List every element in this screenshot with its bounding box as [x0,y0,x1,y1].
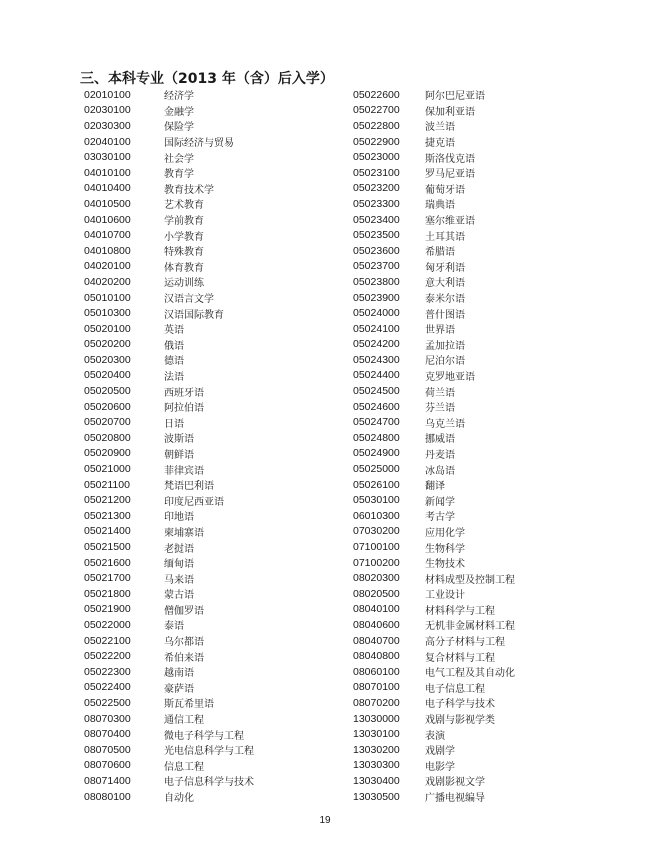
major-code: 05020900 [84,447,131,460]
major-row [353,430,515,446]
major-row [353,773,515,789]
major-name: 乌尔都语 [164,637,204,649]
major-name: 新闻学 [425,496,455,508]
major-code: 04010700 [84,229,131,242]
major-code: 13030500 [353,790,400,803]
major-row [353,196,515,212]
major-row [84,680,254,696]
major-name: 翻译 [425,481,445,493]
major-name: 电子信息科学与技术 [164,777,254,789]
major-row [84,181,254,197]
major-code: 08040600 [353,618,400,631]
major-name: 自动化 [164,793,194,805]
major-name: 斯瓦希里语 [164,699,214,711]
major-code: 05022400 [84,681,131,694]
major-name: 社会学 [164,153,194,165]
major-name: 蒙古语 [164,590,194,602]
major-name: 土耳其语 [425,231,465,243]
major-row [353,664,515,680]
major-code: 08070600 [84,759,131,772]
major-row [353,680,515,696]
major-name: 希伯来语 [164,652,204,664]
major-name: 应用化学 [425,527,465,539]
major-code: 05022200 [84,650,131,663]
major-row [84,118,254,134]
major-name: 金融学 [164,106,194,118]
major-row [353,602,515,618]
major-name: 芬兰语 [425,403,455,415]
major-row [353,695,515,711]
major-code: 05023500 [353,229,400,242]
major-code: 05022900 [353,135,400,148]
major-name: 电气工程及其自动化 [425,668,515,680]
major-row [84,196,254,212]
major-row [84,259,254,275]
major-code: 05024500 [353,385,400,398]
major-code: 04010400 [84,182,131,195]
major-name: 教育技术学 [164,184,214,196]
major-code: 05010300 [84,307,131,320]
major-code: 04010500 [84,197,131,210]
major-code: 05022500 [84,696,131,709]
major-name: 希腊语 [425,247,455,259]
major-row [353,461,515,477]
major-code: 08070200 [353,696,400,709]
major-name: 考古学 [425,512,455,524]
major-name: 戏剧学 [425,746,455,758]
major-code: 13030000 [353,712,400,725]
major-name: 孟加拉语 [425,340,465,352]
major-name: 西班牙语 [164,387,204,399]
major-row [84,461,254,477]
major-row [353,227,515,243]
major-code: 05020800 [84,431,131,444]
major-name: 瑞典语 [425,200,455,212]
major-code: 05022100 [84,634,131,647]
major-code: 05024900 [353,447,400,460]
major-row [84,570,254,586]
major-name: 印度尼西亚语 [164,496,224,508]
major-name: 保加利亚语 [425,106,475,118]
major-row [353,87,515,103]
major-code: 05020700 [84,416,131,429]
major-row [84,227,254,243]
major-code: 07100200 [353,556,400,569]
major-name: 尼泊尔语 [425,356,465,368]
major-name: 泰米尔语 [425,294,465,306]
major-name: 学前教育 [164,216,204,228]
major-name: 日语 [164,418,184,430]
major-row [353,508,515,524]
major-row [84,134,254,150]
major-row [353,352,515,368]
major-name: 阿尔巴尼亚语 [425,91,485,103]
major-code: 04020100 [84,260,131,273]
major-name: 汉语言文学 [164,294,214,306]
major-row [84,555,254,571]
major-name: 葡萄牙语 [425,184,465,196]
major-code: 08070500 [84,743,131,756]
major-name: 冰岛语 [425,465,455,477]
major-row [353,414,515,430]
major-name: 越南语 [164,668,194,680]
major-name: 乌克兰语 [425,418,465,430]
major-name: 材料成型及控制工程 [425,574,515,586]
major-name: 电子信息工程 [425,683,485,695]
major-row [353,290,515,306]
major-row [84,477,254,493]
major-row [353,181,515,197]
major-code: 05020600 [84,400,131,413]
major-code: 02030100 [84,104,131,117]
major-code: 05021100 [84,478,130,491]
major-name: 波斯语 [164,434,194,446]
major-code: 04010600 [84,213,131,226]
major-row [353,368,515,384]
major-name: 表演 [425,730,445,742]
major-row [84,758,254,774]
major-code: 05025000 [353,463,400,476]
major-code: 05023000 [353,151,400,164]
major-row [84,305,254,321]
major-name: 高分子材料与工程 [425,637,505,649]
major-row [84,368,254,384]
major-row [84,492,254,508]
major-name: 意大利语 [425,278,465,290]
major-row [353,446,515,462]
major-code: 05010100 [84,291,131,304]
major-code: 05022600 [353,88,400,101]
major-code: 04010100 [84,166,131,179]
major-code: 05024800 [353,431,400,444]
major-name: 教育学 [164,169,194,181]
major-row [84,321,254,337]
major-name: 电影学 [425,761,455,773]
major-row [353,305,515,321]
major-code: 04010800 [84,244,131,257]
major-code: 05024600 [353,400,400,413]
major-code: 08071400 [84,774,131,787]
left-column [84,87,254,804]
major-name: 工业设计 [425,590,465,602]
right-column [353,87,515,804]
major-code: 08020300 [353,572,400,585]
major-name: 泰语 [164,621,184,633]
major-name: 通信工程 [164,715,204,727]
major-row [353,758,515,774]
major-row [353,648,515,664]
major-row [353,492,515,508]
major-code: 08060100 [353,665,400,678]
major-name: 普什图语 [425,309,465,321]
major-name: 戏剧与影视学类 [425,715,495,727]
major-code: 05024100 [353,322,400,335]
major-code: 05020500 [84,385,131,398]
major-row [353,570,515,586]
major-row [84,789,254,805]
major-row [353,726,515,742]
major-code: 05020400 [84,369,131,382]
major-row [353,539,515,555]
major-row [353,555,515,571]
major-name: 保险学 [164,122,194,134]
major-row [84,648,254,664]
major-row [84,664,254,680]
major-code: 05024300 [353,353,400,366]
major-code: 05030100 [353,494,400,507]
major-name: 小学教育 [164,231,204,243]
major-name: 僧伽罗语 [164,605,204,617]
section-heading: 三、本科专业（2013 年（含）后入学） [80,71,334,87]
major-code: 13030400 [353,774,400,787]
major-row [353,134,515,150]
major-code: 05023700 [353,260,400,273]
major-row [84,695,254,711]
major-code: 08020500 [353,587,400,600]
major-name: 罗马尼亚语 [425,169,475,181]
major-code: 05020300 [84,353,131,366]
major-row [353,633,515,649]
major-name: 菲律宾语 [164,465,204,477]
major-code: 04020200 [84,275,131,288]
major-code: 05022700 [353,104,400,117]
major-name: 阿拉伯语 [164,403,204,415]
major-name: 丹麦语 [425,449,455,461]
major-code: 05021800 [84,587,131,600]
major-row [84,617,254,633]
major-code: 05020200 [84,338,131,351]
major-code: 05022300 [84,665,131,678]
major-row [353,165,515,181]
major-code: 05023400 [353,213,400,226]
major-name: 梵语巴利语 [164,481,214,493]
major-row [353,337,515,353]
major-row [84,508,254,524]
major-row [84,726,254,742]
major-code: 08040700 [353,634,400,647]
major-name: 匈牙利语 [425,262,465,274]
major-name: 复合材料与工程 [425,652,495,664]
major-code: 02010100 [84,88,131,101]
major-row [84,383,254,399]
major-code: 05026100 [353,478,400,491]
major-row [84,87,254,103]
major-name: 运动训练 [164,278,204,290]
major-name: 戏剧影视文学 [425,777,485,789]
major-row [84,633,254,649]
major-name: 英语 [164,325,184,337]
major-row [84,337,254,353]
major-row [353,383,515,399]
major-row [353,399,515,415]
major-row [353,118,515,134]
major-code: 05021200 [84,494,131,507]
major-name: 斯洛伐克语 [425,153,475,165]
major-code: 05023600 [353,244,400,257]
major-code: 05024700 [353,416,400,429]
major-code: 05021400 [84,525,131,538]
major-row [84,352,254,368]
major-code: 08040100 [353,603,400,616]
major-code: 05021500 [84,541,131,554]
major-code: 05020100 [84,322,131,335]
major-code: 05023300 [353,197,400,210]
major-name: 世界语 [425,325,455,337]
major-row [84,773,254,789]
major-name: 荷兰语 [425,387,455,399]
major-name: 柬埔寨语 [164,527,204,539]
major-name: 缅甸语 [164,559,194,571]
major-code: 13030300 [353,759,400,772]
major-code: 05023800 [353,275,400,288]
major-row [353,243,515,259]
major-row [84,742,254,758]
major-name: 印地语 [164,512,194,524]
major-code: 05022000 [84,618,131,631]
major-row [353,149,515,165]
major-code: 13030100 [353,728,400,741]
major-row [353,711,515,727]
major-name: 豪萨语 [164,683,194,695]
major-code: 05024000 [353,307,400,320]
major-row [353,586,515,602]
major-code: 02030300 [84,119,131,132]
major-name: 波兰语 [425,122,455,134]
major-name: 汉语国际教育 [164,309,224,321]
major-name: 国际经济与贸易 [164,138,234,150]
major-code: 05021300 [84,509,131,522]
major-name: 光电信息科学与工程 [164,746,254,758]
major-code: 07100100 [353,541,400,554]
major-code: 05023900 [353,291,400,304]
major-name: 德语 [164,356,184,368]
major-row [84,711,254,727]
major-code: 05024200 [353,338,400,351]
major-name: 无机非金属材料工程 [425,621,515,633]
major-row [84,149,254,165]
major-code: 05022800 [353,119,400,132]
major-code: 03030100 [84,151,131,164]
major-name: 信息工程 [164,761,204,773]
major-row [84,243,254,259]
major-name: 俄语 [164,340,184,352]
major-row [353,274,515,290]
major-row [84,446,254,462]
major-name: 广播电视编导 [425,793,485,805]
major-name: 朝鲜语 [164,449,194,461]
major-name: 微电子科学与工程 [164,730,244,742]
major-name: 生物科学 [425,543,465,555]
major-row [353,524,515,540]
major-row [353,742,515,758]
major-code: 08040800 [353,650,400,663]
major-row [353,789,515,805]
major-name: 克罗地亚语 [425,371,475,383]
major-row [353,259,515,275]
major-row [84,524,254,540]
major-row [84,290,254,306]
major-name: 老挝语 [164,543,194,555]
major-code: 05023100 [353,166,400,179]
major-code: 06010300 [353,509,400,522]
major-code: 05024400 [353,369,400,382]
major-code: 08080100 [84,790,131,803]
major-row [353,617,515,633]
major-row [84,586,254,602]
major-code: 05021600 [84,556,131,569]
major-code: 05023200 [353,182,400,195]
major-row [84,274,254,290]
major-code: 13030200 [353,743,400,756]
major-name: 体育教育 [164,262,204,274]
major-name: 经济学 [164,91,194,103]
major-row [84,430,254,446]
major-code: 05021000 [84,463,131,476]
major-code: 08070300 [84,712,131,725]
major-name: 马来语 [164,574,194,586]
major-row [84,414,254,430]
major-code: 02040100 [84,135,131,148]
major-code: 07030200 [353,525,400,538]
major-code: 05021700 [84,572,131,585]
major-row [84,539,254,555]
major-name: 特殊教育 [164,247,204,259]
major-row [84,399,254,415]
major-name: 塞尔维亚语 [425,216,475,228]
major-row [84,103,254,119]
major-row [353,103,515,119]
major-code: 08070100 [353,681,400,694]
major-name: 电子科学与技术 [425,699,495,711]
major-name: 法语 [164,371,184,383]
major-name: 艺术教育 [164,200,204,212]
major-name: 材料科学与工程 [425,605,495,617]
major-name: 捷克语 [425,138,455,150]
major-row [353,477,515,493]
major-code: 08070400 [84,728,131,741]
major-row [353,212,515,228]
major-name: 生物技术 [425,559,465,571]
page-number: 19 [319,815,331,826]
major-name: 挪威语 [425,434,455,446]
major-row [84,165,254,181]
major-row [84,212,254,228]
major-row [84,602,254,618]
major-code: 05021900 [84,603,131,616]
major-row [353,321,515,337]
